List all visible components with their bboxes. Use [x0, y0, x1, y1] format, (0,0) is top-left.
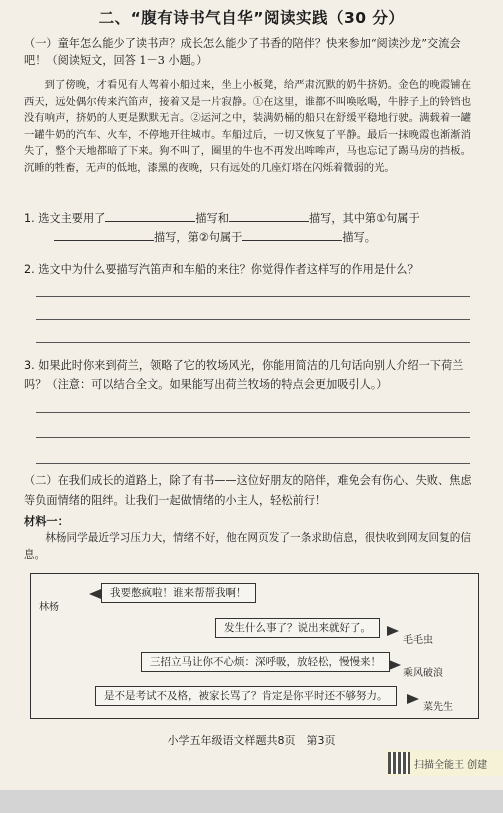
bubble-tail [389, 660, 401, 670]
chat-name: 菜先生 [423, 702, 453, 713]
chat-bubble: 三招立马让你不心烦：深呼吸，放轻松，慢慢来！ [141, 652, 390, 672]
answer-line[interactable] [36, 319, 470, 320]
section-title: 二、“腹有诗书气自华”阅读实践（30 分） [98, 9, 405, 27]
bubble-tail [387, 626, 399, 636]
chat-name: 毛毛虫 [403, 635, 433, 646]
question-3: 3. 如果此时你来到荷兰，领略了它的牧场风光，你能用简洁的几句话向别人介绍一下荷兰吗？（注意：可以结合全文。如果能写出荷兰牧场的特点会更加吸引人。） [24, 359, 464, 391]
chat-bubble: 我要憋疯啦！谁来帮帮我啊！ [101, 583, 256, 603]
q1-blank-2[interactable] [229, 209, 309, 222]
answer-line[interactable] [36, 342, 470, 343]
answer-line[interactable] [36, 412, 470, 413]
q1-blank-4[interactable] [242, 228, 342, 241]
chat-box [30, 573, 479, 719]
question-2: 2. 选文中为什么要描写汽笛声和车船的来往？你觉得作者这样写的作用是什么？ [24, 263, 419, 276]
answer-line[interactable] [36, 437, 470, 438]
page-footer: 小学五年级语文样题共8页 第3页 [167, 734, 336, 747]
reading-passage: 到了傍晚，才看见有人驾着小船过来，坐上小板凳，给严肃沉默的奶牛挤奶。金色的晚霞铺在西天，远处偶尔传来汽笛声，接着又是一片寂静。①在这里，谁都不叫唤吆喝，牛脖子上的铃铛也没有响声，挤奶的人更是默默无言。②运河之中，装满奶桶的船只在舒缓平稳地行驶。满载着一罐一罐牛奶的汽车、火车，不停地开往城市。车船过后，一切又恢复了平静。最后一抹晚霞也渐渐消失了，整个天地都暗了下来。狗不叫了，圈里的牛也不再发出哞哞声，马也忘记了踢马房的挡板。沉睡的牲畜，无声的低地，漆黑的夜晚，只有远处的几座灯塔在闪烁着微弱的光。 [24, 79, 471, 174]
material-label: 材料一： [24, 515, 69, 528]
material-text: 林杨同学最近学习压力大，情绪不好，他在网页发了一条求助信息，很快收到网友回复的信息。 [24, 532, 471, 561]
bubble-tail [89, 589, 101, 599]
bottom-band [0, 790, 503, 813]
chat-bubble: 是不是考试不及格，被家长骂了？肯定是你平时还不够努力。 [95, 686, 397, 706]
q1-part-c: 描写，其中第①句属于 [308, 212, 420, 225]
q1-part-e: 描写。 [342, 231, 376, 244]
answer-line[interactable] [36, 296, 470, 297]
intro-text: （一）童年怎么能少了读书声？成长怎么能少了书香的陪伴？快来参加“阅读沙龙”交流会吧！（阅读短文，回答 1－3 小题。） [24, 37, 461, 67]
q1-part-b: 描写和 [195, 212, 229, 225]
chat-bubble: 发生什么事了？说出来就好了。 [215, 618, 380, 638]
answer-line[interactable] [36, 463, 470, 464]
section-2-intro: （二）在我们成长的道路上，除了有书——这位好朋友的陪伴，难免会有伤心、失败、焦虑等负面情绪的阻绊。让我们一起做情绪的小主人，轻松前行！ [24, 474, 472, 507]
chat-name: 林杨 [39, 602, 59, 613]
question-1 [24, 209, 479, 247]
bubble-tail [407, 694, 419, 704]
q1-part-a: 1. 选文主要用了 [24, 212, 106, 225]
q1-part-d: 描写，第②句属于 [154, 231, 243, 244]
watermark-text: 扫描全能王 创建 [414, 760, 488, 771]
chat-name: 乘风破浪 [403, 668, 443, 679]
qr-code-icon [388, 752, 410, 774]
q1-blank-1[interactable] [105, 209, 195, 222]
q1-blank-3[interactable] [54, 228, 154, 241]
